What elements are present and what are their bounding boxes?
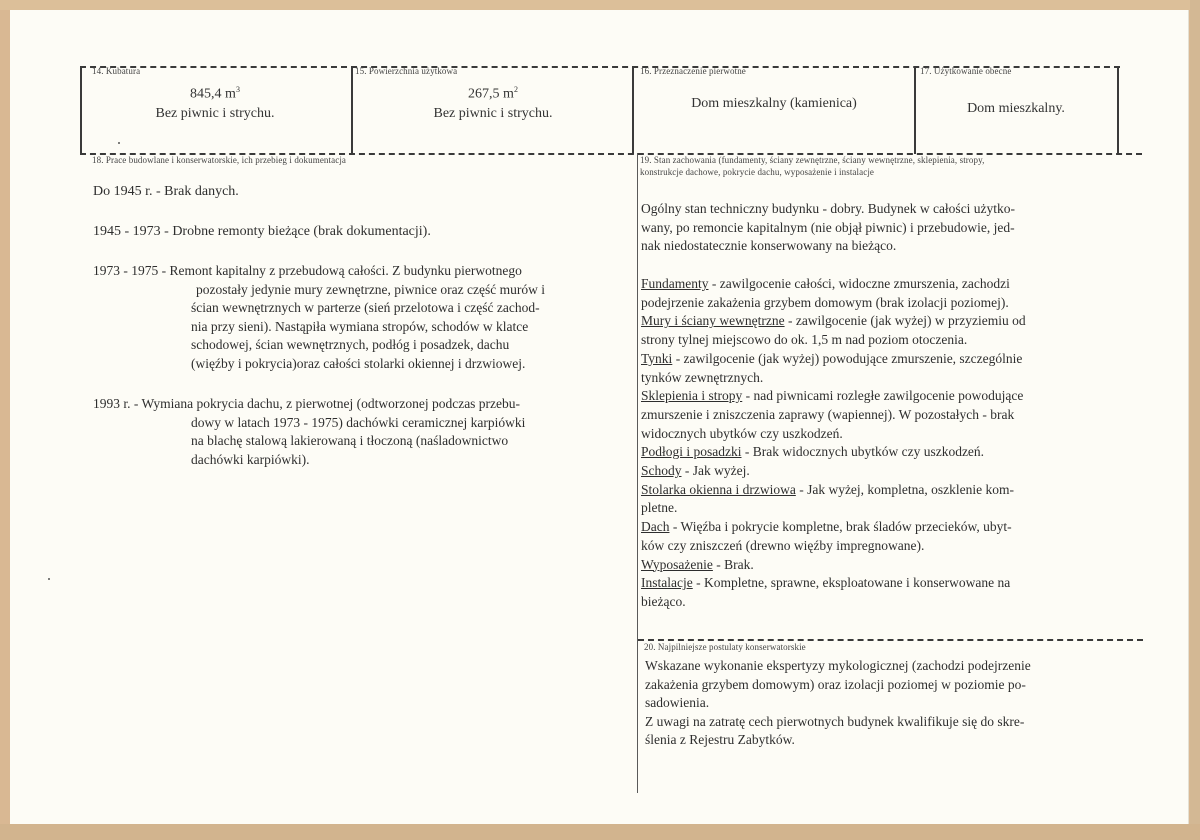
powierzchnia-caption: 15. Powierzchnia użytkowa — [355, 66, 458, 76]
s20-text: Wskazane wykonanie ekspertyzy mykologicznej (zachodzi podejrzenie zakażenia grzybem domowym) oraz izolacji poziomej w poziomie po- sadowienia. Z uwagi na zatratę cech pierwotnych budynek kwalifikuje się do skre- ślenia z Rejestru Zabytków. — [645, 658, 1031, 747]
scan-border-bottom — [0, 824, 1200, 840]
s19-item-fundamenty: Fundamenty - zawilgocenie całości, widoczne zmurszenia, zachodzi — [641, 276, 1010, 291]
przeznaczenie-caption: 16. Przeznaczenie pierwotne — [640, 66, 746, 76]
header-divider-1 — [351, 66, 353, 154]
s19-item-schody: Schody - Jak wyżej. — [641, 463, 750, 479]
scan-border-top — [0, 0, 1200, 10]
scan-speck — [48, 578, 50, 580]
s19-item-podlogi: Podłogi i posadzki - Brak widocznych ubytków czy uszkodzeń. — [641, 444, 985, 460]
main-column-divider — [637, 153, 638, 793]
section20-top-rule — [638, 639, 1143, 641]
section19-caption-line2: konstrukcje dachowe, pokrycie dachu, wyposażenie i instalacje — [640, 167, 875, 177]
section19-caption-line1: 19. Stan zachowania (fundamenty, ściany zewnętrzne, ściany wewnętrzne, sklepienia, stropy, — [640, 155, 985, 165]
s19-item-wyposazenie: Wyposażenie - Brak. — [641, 556, 754, 572]
scan-border-right — [1190, 0, 1200, 840]
s19-items: Fundamenty - zawilgocenie całości, widoczne zmurszenia, zachodzi podejrzenie zakażenia grzybem domowym (brak izolacji poziomej). Mury i ściany wewnętrzne - zawilgocenie (jak wyżej) w przyziemiu od strony tylnej miejscowo do ok. 1,5 m nad poziom otoczenia. Tynki - zawilgocenie (jak wyżej) powodujące zmurszenie, szczególnie tynków zewnętrznych. Sklepienia i stropy - nad piwnicami rozległe zawilgocenie powodujące zmurszenie i zniszczenia zaprawy (wapiennej). W pozostałych - brak widocznych ubytków czy uszkodzeń. Podłogi i posadzki - Brak widocznych ubytków czy uszkodzeń. Schody - Jak wyżej. Stolarka okienna i drzwiowa - Jak wyżej, kompletna, oszklenie kom- pletne. Dach - Więźba i pokrycie kompletne, brak śladów przecieków, ubyt- ków czy zniszczeń (drewno więźby impregnowane). Wyposażenie - Brak. Instalacje - Kompletne, sprawne, eksploatowane i konserwowane na bieżąco. — [641, 275, 1121, 612]
kubatura-value: 845,4 $m^3$ Bez piwnic i strychu. — [155, 85, 275, 121]
section20-caption: 20. Najpilniejsze postulaty konserwatorskie — [644, 642, 806, 652]
przeznaczenie-value: Dom mieszkalny (kamienica) — [691, 96, 857, 111]
s18-entry-3: 1973 - 1975 - Remont kapitalny z przebudową całości. Z budynku pierwotnego pozostały jedynie mury zewnętrzne, piwnice oraz część murów i ścian wewnętrznych w parterze (sień przelotowa i część zachod- nia przy sieni). Nastąpiła wymiana stropów, schodów w klatce schodowej, ścian wewnętrznych, podłóg i posadzek, dachu (więźby i pokrycia)oraz całości stolarki okiennej i drzwiowej. — [93, 263, 545, 371]
uzytkowanie-value: Dom mieszkalny. — [967, 101, 1065, 116]
powierzchnia-value: 267,5 $m^2$ Bez piwnic i strychu. — [433, 85, 553, 121]
s19-item-sklepienia: Sklepienia i stropy - nad piwnicami rozległe zawilgocenie powodujące — [641, 388, 1024, 404]
header-divider-3 — [914, 66, 916, 154]
s19-item-instalacje: Instalacje - Kompletne, sprawne, eksploatowane i konserwowane na — [641, 575, 1011, 591]
section18-caption: 18. Prace budowlane i konserwatorskie, ich przebieg i dokumentacja — [92, 155, 347, 165]
kubatura-caption: 14. Kubatura — [92, 66, 141, 76]
header-right-border — [1117, 66, 1119, 154]
s18-entry-2: 1945 - 1973 - Drobne remonty bieżące (brak dokumentacji). — [93, 224, 431, 239]
uzytkowanie-caption: 17. Użytkowanie obecne — [920, 66, 1012, 76]
s19-item-stolarka: Stolarka okienna i drzwiowa - Jak wyżej, kompletna, oszklenie kom- — [641, 481, 1015, 497]
s19-intro: Ogólny stan techniczny budynku - dobry. Budynek w całości użytko- wany, po remoncie kapitalnym (nie objął piwnic) i przebudowie, jed- nak niedostatecznie konserwowany na bieżąco. — [641, 201, 1016, 253]
s19-item-dach: Dach - Więźba i pokrycie kompletne, brak śladów przecieków, ubyt- — [641, 519, 1012, 535]
s19-item-tynki: Tynki - zawilgocenie (jak wyżej) powodujące zmurszenie, szczególnie — [641, 350, 1023, 366]
s18-entry-4: 1993 r. - Wymiana pokrycia dachu, z pierwotnej (odtworzonej podczas przebu- dowy w latach 1973 - 1975) dachówki ceramicznej karpiówki na blachę stalową lakierowaną i tłoczoną (naśladownictwo dachówki karpiówki). — [93, 396, 526, 467]
s18-entry-1: Do 1945 r. - Brak danych. — [93, 184, 239, 199]
s19-item-mury: Mury i ściany wewnętrzne - zawilgocenie (jak wyżej) w przyziemiu od — [641, 313, 1026, 329]
header-divider-2 — [632, 66, 634, 154]
scan-speck — [118, 142, 120, 144]
